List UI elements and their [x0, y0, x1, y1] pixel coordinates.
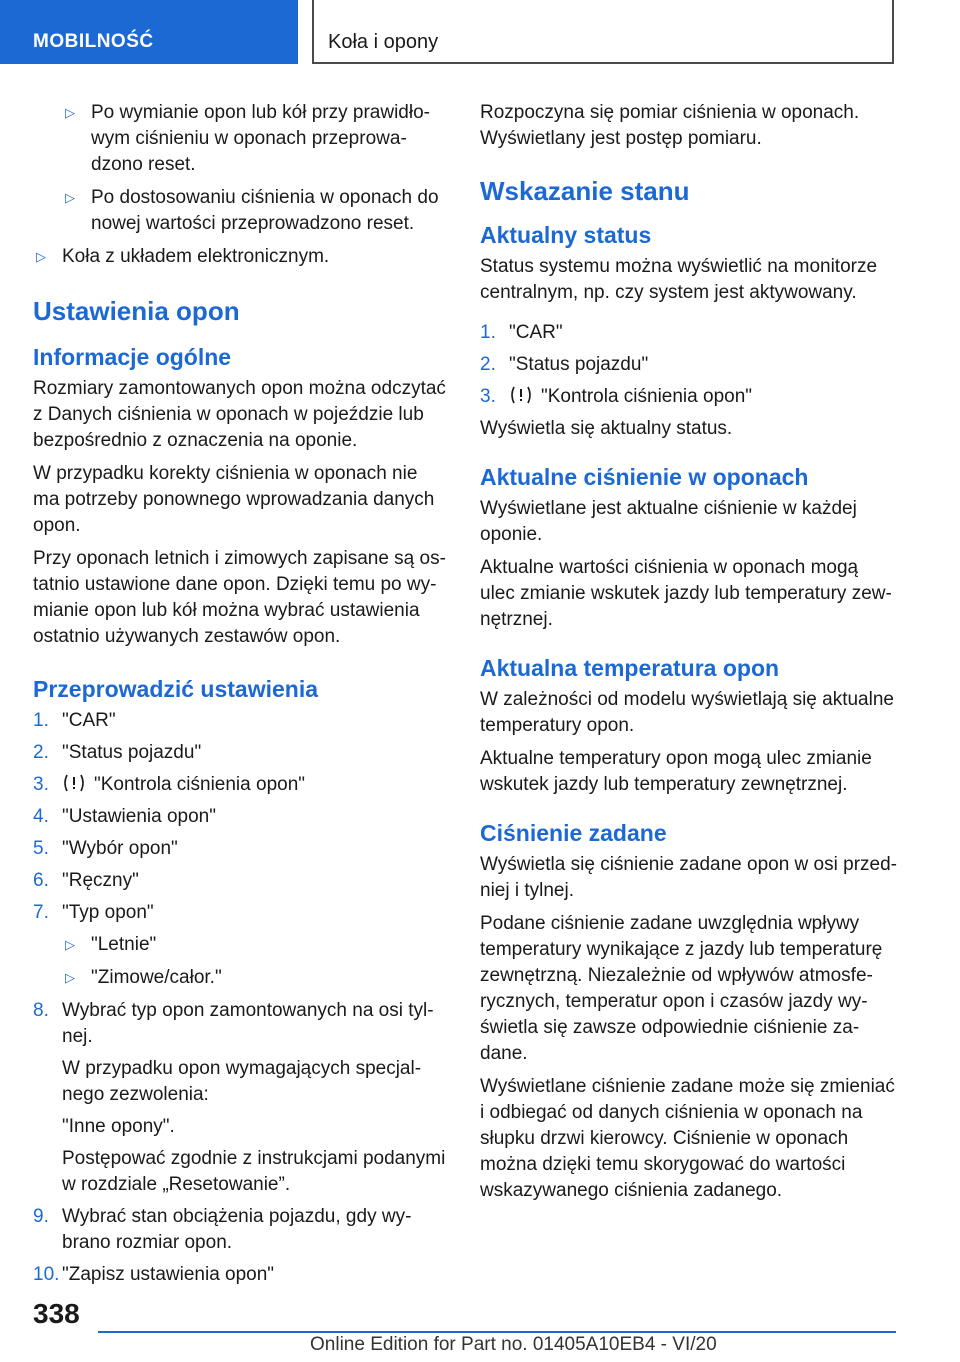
paragraph: W zależności od modelu wyświetlają się aktualne temperatury opon. [480, 689, 894, 736]
paragraph: Podane ciśnienie zadane uwzględnia wpływy temperatury wynikające z jazdy lub temperaturę zewnętrzną. Niezależnie od wpływów atmosferycznych, temperatur opon i czasów jazdy wyświetla się zawsze odpowiednie ciśnienie zadane. [480, 913, 883, 1064]
paragraph: Wyświetla się aktualny status. [480, 418, 733, 439]
step-8: 8. Wybrać typ opon zamontowanych na osi tylnej. W przypadku opon wymagających specjalnego zezwolenia: "Inne opony". Postępować zgodnie z instrukcjami podanymi w rozdziale „Resetowanie”. [33, 1000, 446, 1195]
paragraph: Wyświetlane jest aktualne ciśnienie w każdej oponie. [480, 498, 857, 545]
paragraph: Wyświetlane ciśnienie zadane może się zmieniać i odbiegać od danych ciśnienia w oponach na słupku drzwi kierowcy. Ciśnienie w oponach można dzięki temu skorygować do wartości wskazywanego ciśnienia zadanego. [480, 1076, 895, 1201]
step-1: 1. "CAR" [33, 710, 116, 731]
step-7: 7. "Typ opon" [33, 902, 154, 923]
list-item: ▷ Po wymianie opon lub kół przy prawidłowym ciśnieniu w oponach przeprowadzono reset. [65, 102, 430, 175]
list-item: ▷ "Letnie" [62, 932, 449, 958]
paragraph: Aktualne temperatury opon mogą ulec zmianie wskutek jazdy lub temperatury zewnętrznej. [480, 748, 872, 795]
heading-przeprowadzic-ustawienia: Przeprowadzić ustawienia [33, 676, 319, 702]
right-column [480, 100, 898, 1211]
step-2: 2. "Status pojazdu" [480, 354, 649, 375]
section-tab: MOBILNOŚĆ [0, 0, 298, 64]
step-5: 5. "Wybór opon" [33, 838, 178, 859]
footer-divider [98, 1331, 896, 1333]
paragraph: W przypadku korekty ciśnienia w oponach nie ma potrzeby ponownego wprowadzania danych opon. [33, 463, 435, 536]
triangle-bullet-icon: ▷ [65, 105, 75, 120]
list-item: ▷ Po dostosowaniu ciśnienia w oponach do nowej wartości przeprowadzono reset. [65, 187, 439, 234]
tire-pressure-warning-icon [509, 385, 533, 405]
heading-aktualny-status: Aktualny status [480, 222, 652, 248]
paragraph: Przy oponach letnich i zimowych zapisane są ostatnio ustawione dane opon. Dzięki temu po wymianie opon lub kół można wybrać ustawienia ostatnio używanych zestawów opon. [33, 548, 446, 647]
footer-edition: Online Edition for Part no. 01405A10EB4 - VI/20 [310, 1334, 717, 1355]
triangle-bullet-icon: ▷ [65, 190, 75, 205]
paragraph: Rozpoczyna się pomiar ciśnienia w oponach. Wyświetlany jest postęp pomiaru. [480, 102, 860, 149]
page-number: 338 [33, 1298, 80, 1329]
paragraph: Wyświetla się ciśnienie zadane opon w osi przedniej i tylnej. [480, 854, 897, 901]
tire-pressure-warning-icon [62, 773, 86, 793]
triangle-bullet-icon: ▷ [36, 249, 46, 264]
left-column [33, 100, 449, 1294]
triangle-bullet-icon: ▷ [65, 970, 75, 985]
heading-aktualna-temperatura: Aktualna temperatura opon [480, 655, 780, 681]
heading-cisnienie-zadane: Ciśnienie zadane [480, 820, 667, 846]
step-4: 4. "Ustawienia opon" [33, 806, 216, 827]
heading-ustawienia-opon: Ustawienia opon [33, 296, 240, 326]
step-9: 9. Wybrać stan obciążenia pojazdu, gdy wybrano rozmiar opon. [33, 1206, 412, 1253]
step-3: 3. "Kontrola ciśnienia opon" [33, 774, 306, 795]
paragraph: Status systemu można wyświetlić na monitorze centralnym, np. czy system jest aktywowany. [480, 256, 878, 303]
list-item: ▷ "Zimowe/całor." [62, 965, 449, 991]
chapter-title: Koła i opony [312, 0, 894, 64]
triangle-bullet-icon: ▷ [65, 937, 75, 952]
step-2: 2. "Status pojazdu" [33, 742, 202, 763]
step-10: 10. "Zapisz ustawienia opon" [33, 1264, 275, 1285]
list-item: ▷ Koła z układem elektronicznym. [33, 244, 449, 270]
step-3: 3. "Kontrola ciśnienia opon" [480, 386, 753, 407]
paragraph: Aktualne wartości ciśnienia w oponach mogą ulec zmianie wskutek jazdy lub temperatury zewnętrznej. [480, 557, 892, 630]
heading-informacje-ogolne: Informacje ogólne [33, 344, 232, 370]
paragraph: Rozmiary zamontowanych opon można odczytać z Danych ciśnienia w oponach w pojeździe lub bezpośrednio z oznaczenia na oponie. [33, 378, 446, 451]
heading-wskazanie-stanu: Wskazanie stanu [480, 176, 690, 206]
heading-aktualne-cisnienie: Aktualne ciśnienie w oponach [480, 464, 809, 490]
step-6: 6. "Ręczny" [33, 870, 139, 891]
step-1: 1. "CAR" [480, 322, 563, 343]
